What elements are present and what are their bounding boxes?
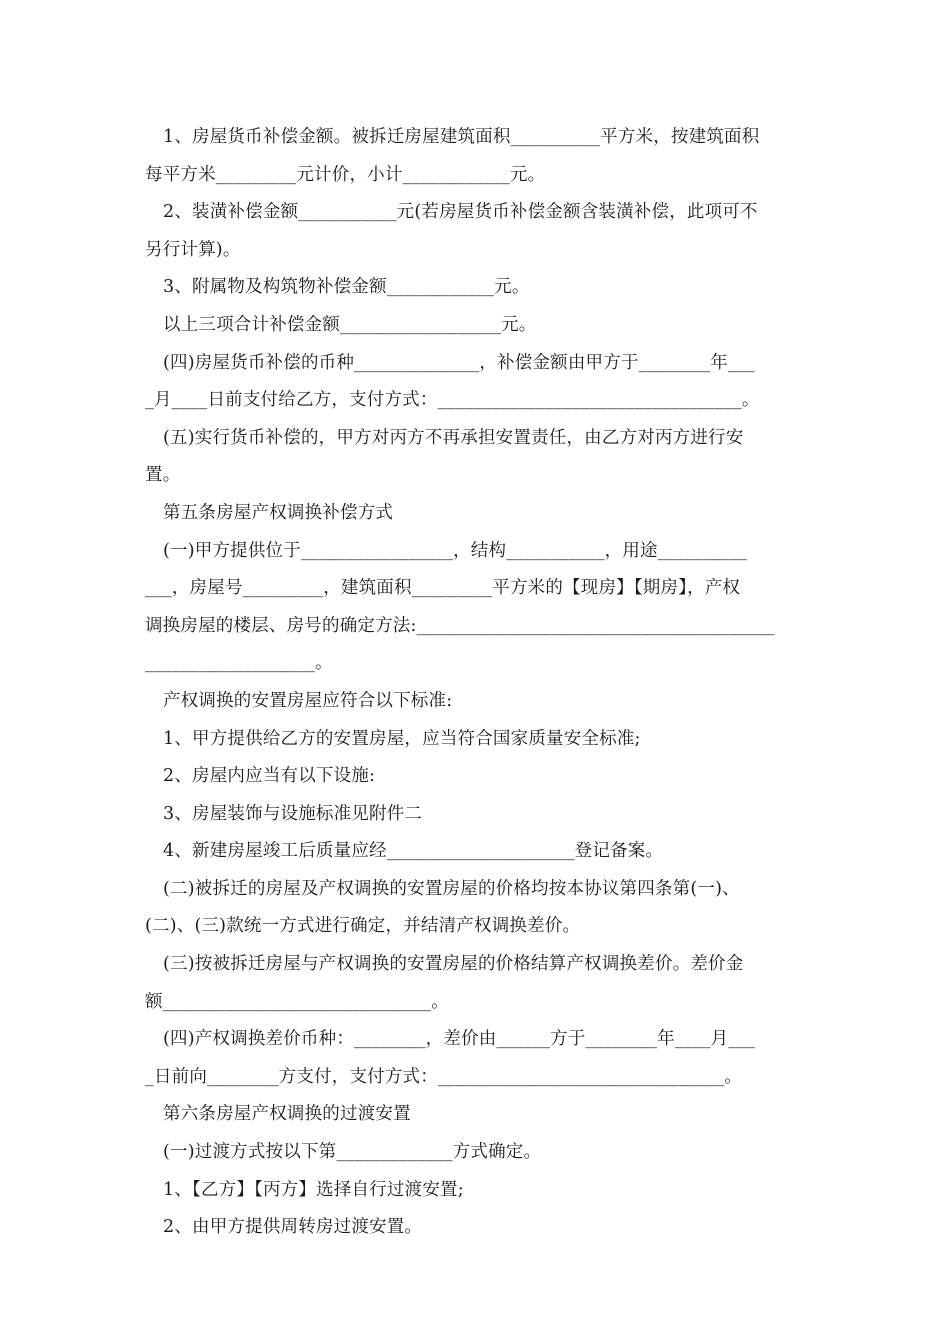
paragraph-line: 2、房屋内应当有以下设施:	[163, 766, 376, 787]
paragraph-line: 以上三项合计补偿金额__________________元。	[163, 314, 537, 335]
paragraph-line: ___________________。	[145, 653, 333, 674]
paragraph-line: 置。	[145, 465, 181, 486]
paragraph-line: (一)甲方提供位于_________________，结构___________，用途__________	[163, 540, 748, 561]
paragraph-line: 2、由甲方提供周转房过渡安置。	[163, 1217, 423, 1238]
paragraph-line: 4、新建房屋竣工后质量应经_____________________登记备案。	[163, 841, 664, 862]
paragraph-line: (四)产权调换差价币种：________，差价由______方于________年____月___	[163, 1029, 756, 1050]
paragraph-line: 3、房屋装饰与设施标准见附件二	[163, 803, 423, 824]
paragraph-line: (三)按被拆迁房屋与产权调换的安置房屋的价格结算产权调换差价。差价金	[163, 954, 744, 975]
paragraph-line: 1、甲方提供给乙方的安置房屋，应当符合国家质量安全标准;	[163, 728, 641, 749]
paragraph-line: 产权调换的安置房屋应符合以下标准:	[163, 690, 453, 711]
paragraph-line: 调换房屋的楼层、房号的确定方法:________________________________________	[145, 615, 775, 636]
paragraph-line: 1、【乙方】【丙方】选择自行过渡安置;	[163, 1179, 464, 1200]
section-heading: 第五条房屋产权调换补偿方式	[163, 502, 394, 523]
paragraph-line: 3、附属物及构筑物补偿金额____________元。	[163, 277, 530, 298]
paragraph-line: (五)实行货币补偿的，甲方对丙方不再承担安置责任，由乙方对丙方进行安	[163, 427, 744, 448]
paragraph-line: 1、房屋货币补偿金额。被拆迁房屋建筑面积__________平方米，按建筑面积	[163, 127, 760, 147]
paragraph-line: 额______________________________。	[145, 991, 449, 1012]
paragraph-line: ___，房屋号_________，建筑面积_________平方米的【现房】【期房】，产权	[145, 578, 741, 599]
document-body	[145, 119, 805, 1247]
paragraph-line: _月____日前支付给乙方，支付方式：__________________________________。	[145, 390, 760, 411]
paragraph-line: (四)房屋货币补偿的币种______________，补偿金额由甲方于________年___	[163, 352, 755, 373]
paragraph-line: (二)被拆迁的房屋及产权调换的安置房屋的价格均按本协议第四条第(一)、	[163, 878, 740, 899]
paragraph-line: 另行计算)。	[145, 239, 241, 260]
paragraph-line: 每平方米_________元计价，小计____________元。	[145, 164, 546, 185]
paragraph-line: 2、装潢补偿金额___________元(若房屋货币补偿金额含装潢补偿，此项可不	[163, 202, 758, 223]
paragraph-line: (二)、(三)款统一方式进行确定，并结清产权调换差价。	[145, 916, 581, 937]
paragraph-line: _日前向________方支付，支付方式：________________________________。	[145, 1066, 743, 1087]
paragraph-line: (一)过渡方式按以下第_____________方式确定。	[163, 1142, 542, 1163]
section-heading: 第六条房屋产权调换的过渡安置	[163, 1104, 411, 1125]
